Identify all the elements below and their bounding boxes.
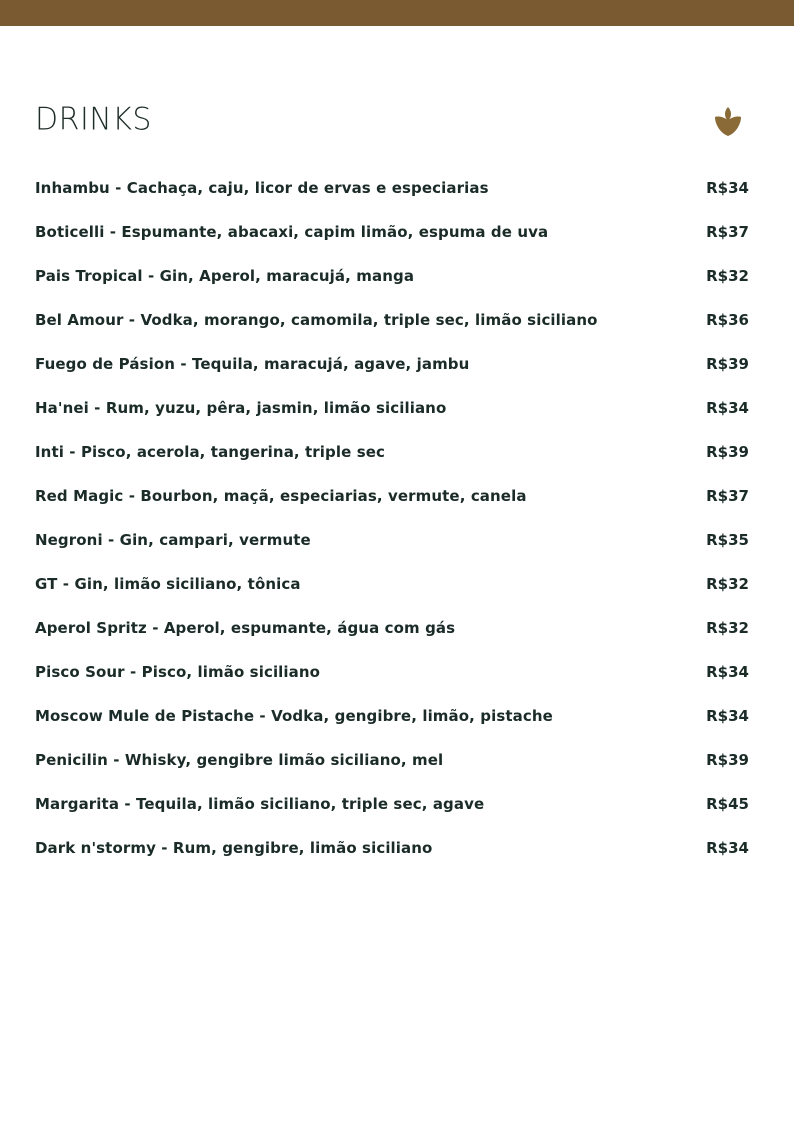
- drink-name: Bel Amour - Vodka, morango, camomila, triple sec, limão siciliano: [35, 311, 598, 329]
- drink-price: R$34: [706, 399, 749, 417]
- drink-price: R$34: [706, 707, 749, 725]
- page-title: DRINKS: [35, 101, 152, 138]
- list-item: [35, 474, 749, 518]
- drink-price: R$34: [706, 663, 749, 681]
- drink-name: GT - Gin, limão siciliano, tônica: [35, 575, 301, 593]
- list-item: [35, 738, 749, 782]
- list-item: [35, 298, 749, 342]
- drink-price: R$39: [706, 355, 749, 373]
- list-item: [35, 342, 749, 386]
- top-accent-band: [0, 0, 794, 26]
- drink-name: Boticelli - Espumante, abacaxi, capim limão, espuma de uva: [35, 223, 549, 241]
- drink-price: R$36: [706, 311, 749, 329]
- drink-price: R$37: [706, 223, 749, 241]
- list-item: [35, 650, 749, 694]
- drink-price: R$32: [706, 575, 749, 593]
- list-item: [35, 210, 749, 254]
- drink-price: R$37: [706, 487, 749, 505]
- drink-name: Pais Tropical - Gin, Aperol, maracujá, manga: [35, 267, 415, 285]
- list-item: [35, 606, 749, 650]
- drink-price: R$34: [706, 179, 749, 197]
- drinks-list: [35, 166, 749, 870]
- list-item: [35, 694, 749, 738]
- list-item: [35, 782, 749, 826]
- drink-price: R$45: [706, 795, 749, 813]
- drink-name: Red Magic - Bourbon, maçã, especiarias, vermute, canela: [35, 487, 527, 505]
- drink-price: R$34: [706, 839, 749, 857]
- drink-price: R$39: [706, 443, 749, 461]
- list-item: [35, 430, 749, 474]
- drink-name: Pisco Sour - Pisco, limão siciliano: [35, 663, 321, 681]
- drink-name: Fuego de Pásion - Tequila, maracujá, agave, jambu: [35, 355, 470, 373]
- leaf-icon: [713, 106, 743, 138]
- drink-name: Moscow Mule de Pistache - Vodka, gengibre, limão, pistache: [35, 707, 553, 725]
- list-item: [35, 518, 749, 562]
- drink-price: R$32: [706, 619, 749, 637]
- list-item: [35, 562, 749, 606]
- drink-name: Ha'nei - Rum, yuzu, pêra, jasmin, limão siciliano: [35, 399, 447, 417]
- list-item: [35, 386, 749, 430]
- drink-name: Negroni - Gin, campari, vermute: [35, 531, 311, 549]
- list-item: [35, 166, 749, 210]
- drink-name: Margarita - Tequila, limão siciliano, triple sec, agave: [35, 795, 485, 813]
- drink-price: R$32: [706, 267, 749, 285]
- drink-price: R$35: [706, 531, 749, 549]
- drink-name: Aperol Spritz - Aperol, espumante, água com gás: [35, 619, 456, 637]
- drink-name: Inti - Pisco, acerola, tangerina, triple sec: [35, 443, 386, 461]
- drink-name: Penicilin - Whisky, gengibre limão siciliano, mel: [35, 751, 444, 769]
- drink-price: R$39: [706, 751, 749, 769]
- drink-name: Inhambu - Cachaça, caju, licor de ervas e especiarias: [35, 179, 489, 197]
- drink-name: Dark n'stormy - Rum, gengibre, limão siciliano: [35, 839, 433, 857]
- list-item: [35, 826, 749, 870]
- list-item: [35, 254, 749, 298]
